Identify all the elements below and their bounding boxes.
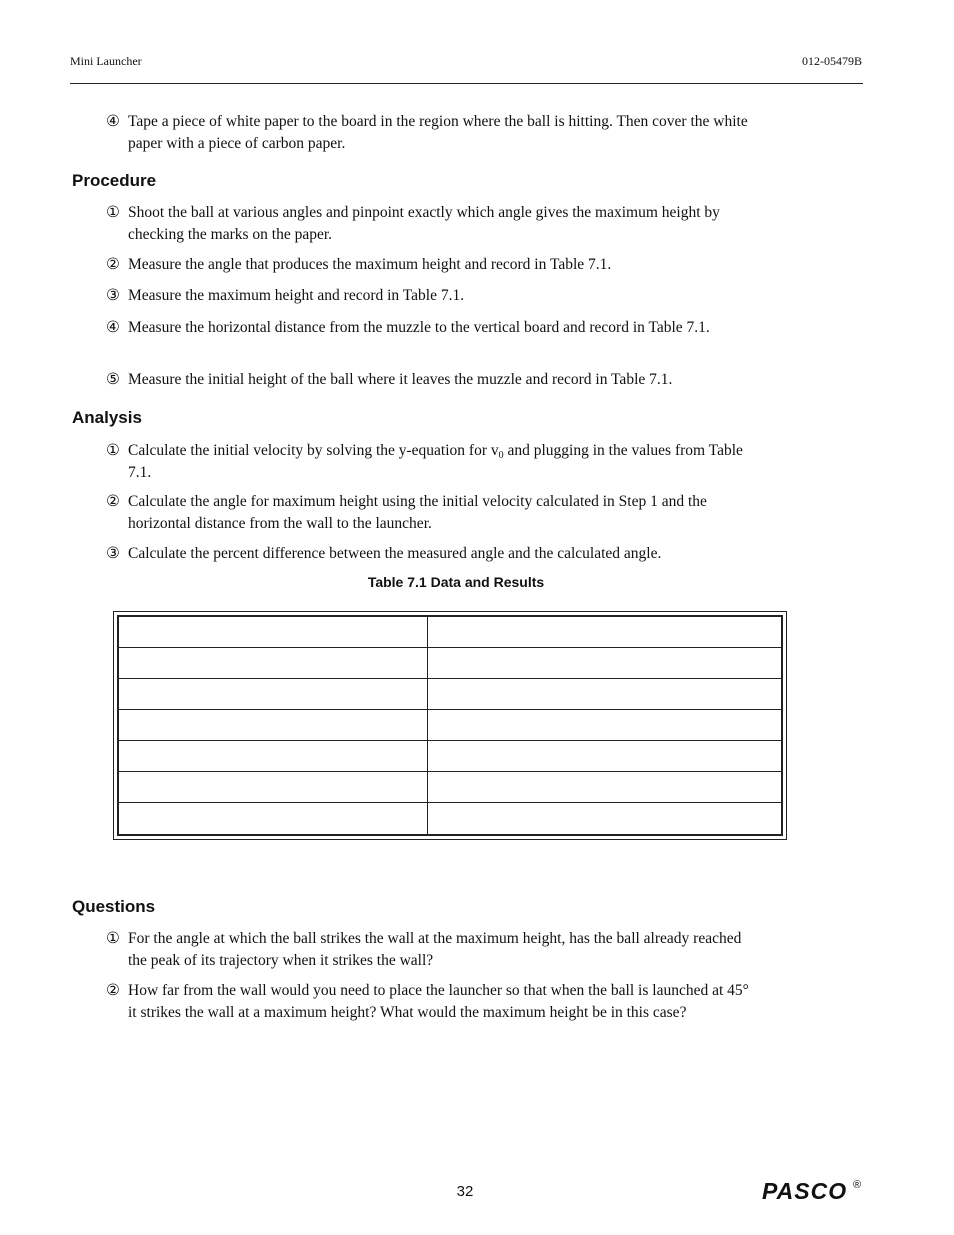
step-text-part: and plugging in the values from Table 7.1. xyxy=(128,442,743,481)
step-text: Calculate the angle for maximum height using the initial velocity calculated in Step 1 and the horizontal distance from the wall to the launcher. xyxy=(128,493,707,532)
table-cell xyxy=(119,741,428,772)
procedure-step-2 xyxy=(106,254,756,276)
step-number: ① xyxy=(106,204,120,221)
step-text: Tape a piece of white paper to the board in the region where the ball is hitting. Then cover the white paper with a piece of carbon paper. xyxy=(128,113,748,152)
step-number: ② xyxy=(106,493,120,510)
table-cell xyxy=(428,710,781,741)
step-number: ⑤ xyxy=(106,371,120,388)
step-text: How far from the wall would you need to place the launcher so that when the ball is launched at 45° it strikes the wall at a maximum height? What would the maximum height be in this case? xyxy=(128,982,749,1021)
questions-heading: Questions xyxy=(72,897,156,916)
step-text: Measure the maximum height and record in Table 7.1. xyxy=(128,287,465,304)
setup-step-4 xyxy=(106,111,756,154)
table-cell xyxy=(428,772,781,803)
question-1 xyxy=(106,928,756,971)
step-text: Measure the angle that produces the maximum height and record in Table 7.1. xyxy=(128,256,612,273)
data-table-frame xyxy=(113,611,787,840)
step-number: ③ xyxy=(106,287,120,304)
page-number: 32 xyxy=(456,1183,474,1200)
table-cell xyxy=(428,617,781,648)
registered-mark: ® xyxy=(853,1179,862,1191)
step-number: ④ xyxy=(106,319,120,336)
data-table xyxy=(117,615,783,836)
step-text-part: Calculate the initial velocity by solving the y-equation for v xyxy=(128,442,499,459)
procedure-step-3 xyxy=(106,285,756,307)
step-text xyxy=(128,440,756,483)
table-cell xyxy=(119,648,428,679)
running-header-title: Mini Launcher xyxy=(70,54,142,68)
header-rule xyxy=(70,83,863,84)
step-text: For the angle at which the ball strikes the wall at the maximum height, has the ball already reached the peak of its trajectory when it strikes the wall? xyxy=(128,930,742,969)
step-text: Calculate the percent difference between the measured angle and the calculated angle. xyxy=(128,545,662,562)
step-text: Shoot the ball at various angles and pinpoint exactly which angle gives the maximum height by checking the marks on the paper. xyxy=(128,204,720,243)
step-text: Measure the initial height of the ball where it leaves the muzzle and record in Table 7.1. xyxy=(128,371,673,388)
running-header-docnum: 012-05479B xyxy=(802,54,862,68)
table-cell xyxy=(428,679,781,710)
table-cell xyxy=(119,803,428,834)
procedure-step-1 xyxy=(106,202,756,245)
step-number: ③ xyxy=(106,545,120,562)
table-cell xyxy=(428,803,781,834)
step-number: ④ xyxy=(106,113,120,130)
procedure-step-5 xyxy=(106,369,786,391)
table-cell xyxy=(119,710,428,741)
analysis-heading: Analysis xyxy=(72,408,142,427)
analysis-step-1 xyxy=(106,440,756,483)
analysis-step-2 xyxy=(106,491,756,534)
procedure-step-4 xyxy=(106,317,756,339)
table-caption: Table 7.1 Data and Results xyxy=(367,574,545,590)
step-number: ② xyxy=(106,982,120,999)
pasco-logo xyxy=(762,1178,847,1204)
table-cell xyxy=(428,741,781,772)
step-text: Measure the horizontal distance from the muzzle to the vertical board and record in Table 7.1. xyxy=(128,319,710,336)
table-cell xyxy=(119,617,428,648)
table-cell xyxy=(119,772,428,803)
table-cell xyxy=(119,679,428,710)
table-cell xyxy=(428,648,781,679)
subscript-zero: 0 xyxy=(498,450,504,461)
pasco-logo-text: PASCO xyxy=(762,1178,848,1204)
analysis-step-3 xyxy=(106,543,786,565)
step-number: ① xyxy=(106,930,120,947)
step-number: ① xyxy=(106,442,120,459)
question-2 xyxy=(106,980,756,1023)
step-number: ② xyxy=(106,256,120,273)
procedure-heading: Procedure xyxy=(72,171,157,190)
